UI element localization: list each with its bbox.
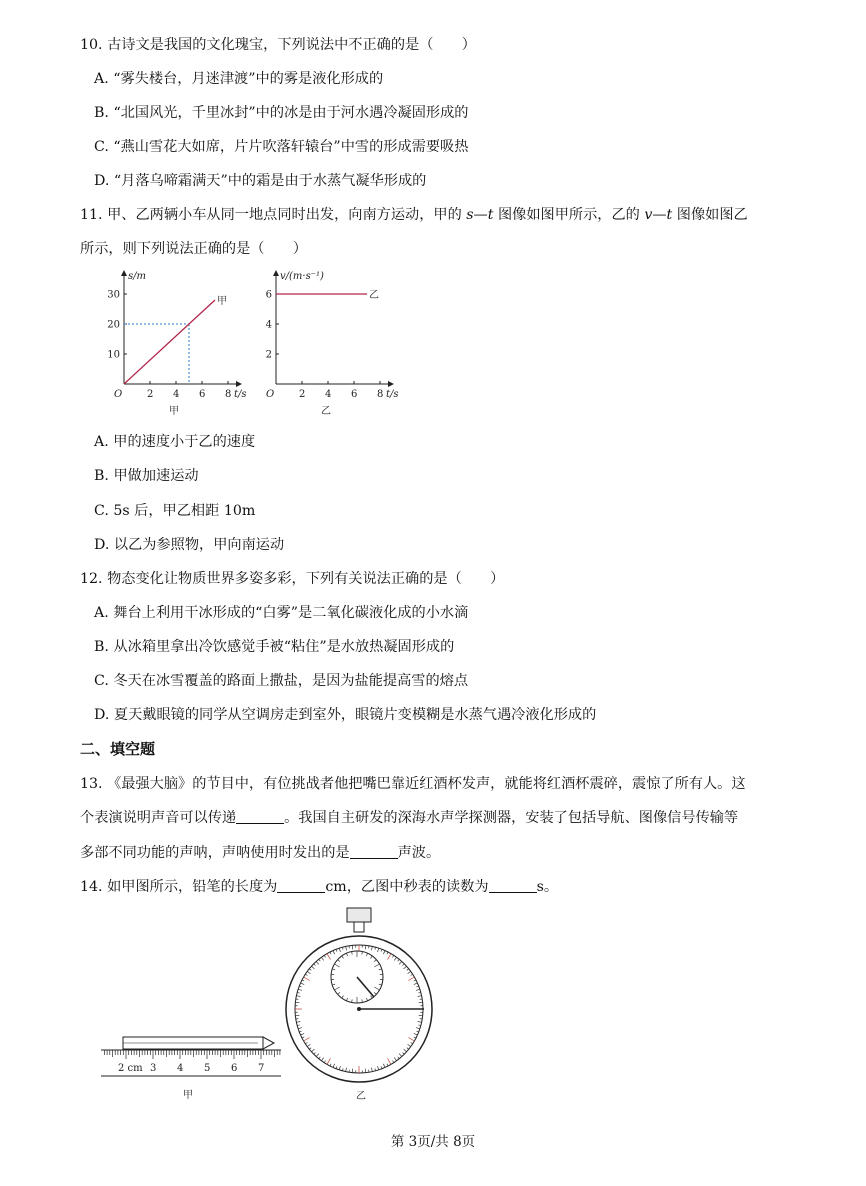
q14-part-c: s。 [536,879,559,895]
ruler-caption: 甲 [183,1090,193,1101]
vt-x-tick-label: 8 [377,389,384,400]
st-origin-label: O [114,389,123,400]
st-x-tick-label: 8 [225,389,232,400]
q10-option-a: A. “雾失楼台，月迷津渡”中的雾是液化形成的 [94,71,384,87]
vt-x-tick-label: 4 [325,389,332,400]
pencil-tip [263,1037,274,1049]
q10-option-d: D. “月落乌啼霜满天”中的霜是由于水蒸气凝华形成的 [94,173,427,189]
q11-st-label: s—t [466,207,494,223]
ruler-label: 3 [150,1063,157,1074]
st-y-tick-label: 20 [107,319,120,331]
q11-stem-part2: 图像如图甲所示，乙的 [493,207,645,223]
q13-line2a: 个表演说明声音可以传递 [80,810,237,826]
ruler-label: 7 [258,1063,265,1074]
st-caption: 甲 [169,406,179,417]
chart-s-t [100,268,250,423]
stopwatch-crown [347,908,371,922]
q12-option-c: C. 冬天在冰雪覆盖的路面上撒盐，是因为盐能提高雪的熔点 [94,673,469,689]
section-heading: 二、填空题 [80,740,156,758]
q11-vt-label: v—t [644,207,673,223]
q14-stem [80,878,558,896]
vt-x-label: t/s [386,389,399,400]
q12-option-d: D. 夏天戴眼镜的同学从空调房走到室外，眼镜片变模糊是水蒸气遇冷液化形成的 [94,707,597,723]
q11-option-d: D. 以乙为参照物，甲向南运动 [94,537,285,553]
q14-blank-1[interactable] [277,878,325,893]
q12-stem: 12. 物态变化让物质世界多姿多彩，下列有关说法正确的是（ ） [80,571,505,587]
q11-stem-part1: 11. 甲、乙两辆小车从同一地点同时出发，向南方运动，甲的 [80,207,467,223]
q13-blank-2[interactable] [350,844,398,859]
vt-caption: 乙 [321,406,331,417]
q14-part-a: 14. 如甲图所示，铅笔的长度为 [80,879,278,895]
ruler-label: 5 [204,1063,211,1074]
q11-option-b: B. 甲做加速运动 [94,468,199,484]
q10-option-c: C. “燕山雪花大如席，片片吹落轩辕台”中雪的形成需要吸热 [94,139,469,155]
ruler-label: 6 [231,1063,238,1074]
q13-line2b: 。我国自主研发的深海水声学探测器，安装了包括导航、图像信号传输等 [284,810,739,826]
vt-y-tick-label: 2 [265,349,272,361]
ruler-pencil-figure [98,1030,288,1105]
q14-part-b: cm，乙图中秒表的读数为 [325,879,489,895]
q14-blank-2[interactable] [489,878,537,893]
stopwatch-center-pin [357,1007,361,1011]
q11-stem [80,206,748,224]
vt-y-tick-label: 6 [265,289,272,301]
vt-series-label: 乙 [369,290,379,301]
st-series-line [124,300,215,384]
q12-option-b: B. 从冰箱里拿出冷饮感觉手被“粘住”是水放热凝固形成的 [94,639,455,655]
q11-stem-line2: 所示，则下列说法正确的是（ ） [80,241,308,257]
vt-x-tick-label: 6 [351,389,358,400]
ruler-label: 2 cm [118,1063,143,1074]
q10-stem: 10. 古诗文是我国的文化瑰宝，下列说法中不正确的是（ ） [80,37,476,53]
q12-option-a: A. 舞台上利用干冰形成的“白雾”是二氧化碳液化成的小水滴 [94,605,469,621]
q13-line3 [80,844,440,862]
q11-stem-part3: 图像如图乙 [672,207,748,223]
q11-option-c: C. 5s 后，甲乙相距 10m [94,503,256,519]
q13-line1: 13. 《最强大脑》的节目中，有位挑战者他把嘴巴靠近红酒杯发声，就能将红酒杯震碎，震惊了所有人。这 [80,776,746,792]
stopwatch-figure [284,905,434,1105]
page-footer: 第 3页/共 8页 [390,1134,476,1150]
st-x-tick-label: 6 [199,389,206,400]
vt-y-label: v/(m·s⁻¹) [280,271,324,282]
chart-v-t [252,268,402,423]
vt-x-arrow [388,381,394,387]
st-y-arrow [121,270,127,276]
st-y-tick-label: 10 [107,349,120,361]
st-y-tick-label: 30 [107,289,120,301]
q13-blank-1[interactable] [236,809,284,824]
st-x-tick-label: 2 [147,389,154,400]
stopwatch-stem [354,922,364,932]
vt-y-arrow [273,270,279,276]
stopwatch-caption: 乙 [356,1091,366,1102]
st-x-label: t/s [234,389,247,400]
st-y-label: s/m [128,271,146,282]
vt-origin-label: O [266,389,275,400]
ruler-ticks [104,1050,280,1059]
q13-line3a: 多部不同功能的声呐，声呐使用时发出的是 [80,845,350,861]
q11-option-a: A. 甲的速度小于乙的速度 [94,434,256,450]
vt-x-tick-label: 2 [299,389,306,400]
vt-y-tick-label: 4 [265,319,272,331]
st-x-arrow [236,381,242,387]
ruler-label: 4 [177,1063,184,1074]
q10-option-b: B. “北国风光，千里冰封”中的冰是由于河水遇冷凝固形成的 [94,105,469,121]
st-x-tick-label: 4 [173,389,180,400]
st-series-label: 甲 [217,296,227,307]
q13-line2 [80,809,738,827]
q13-line3b: 声波。 [397,845,441,861]
